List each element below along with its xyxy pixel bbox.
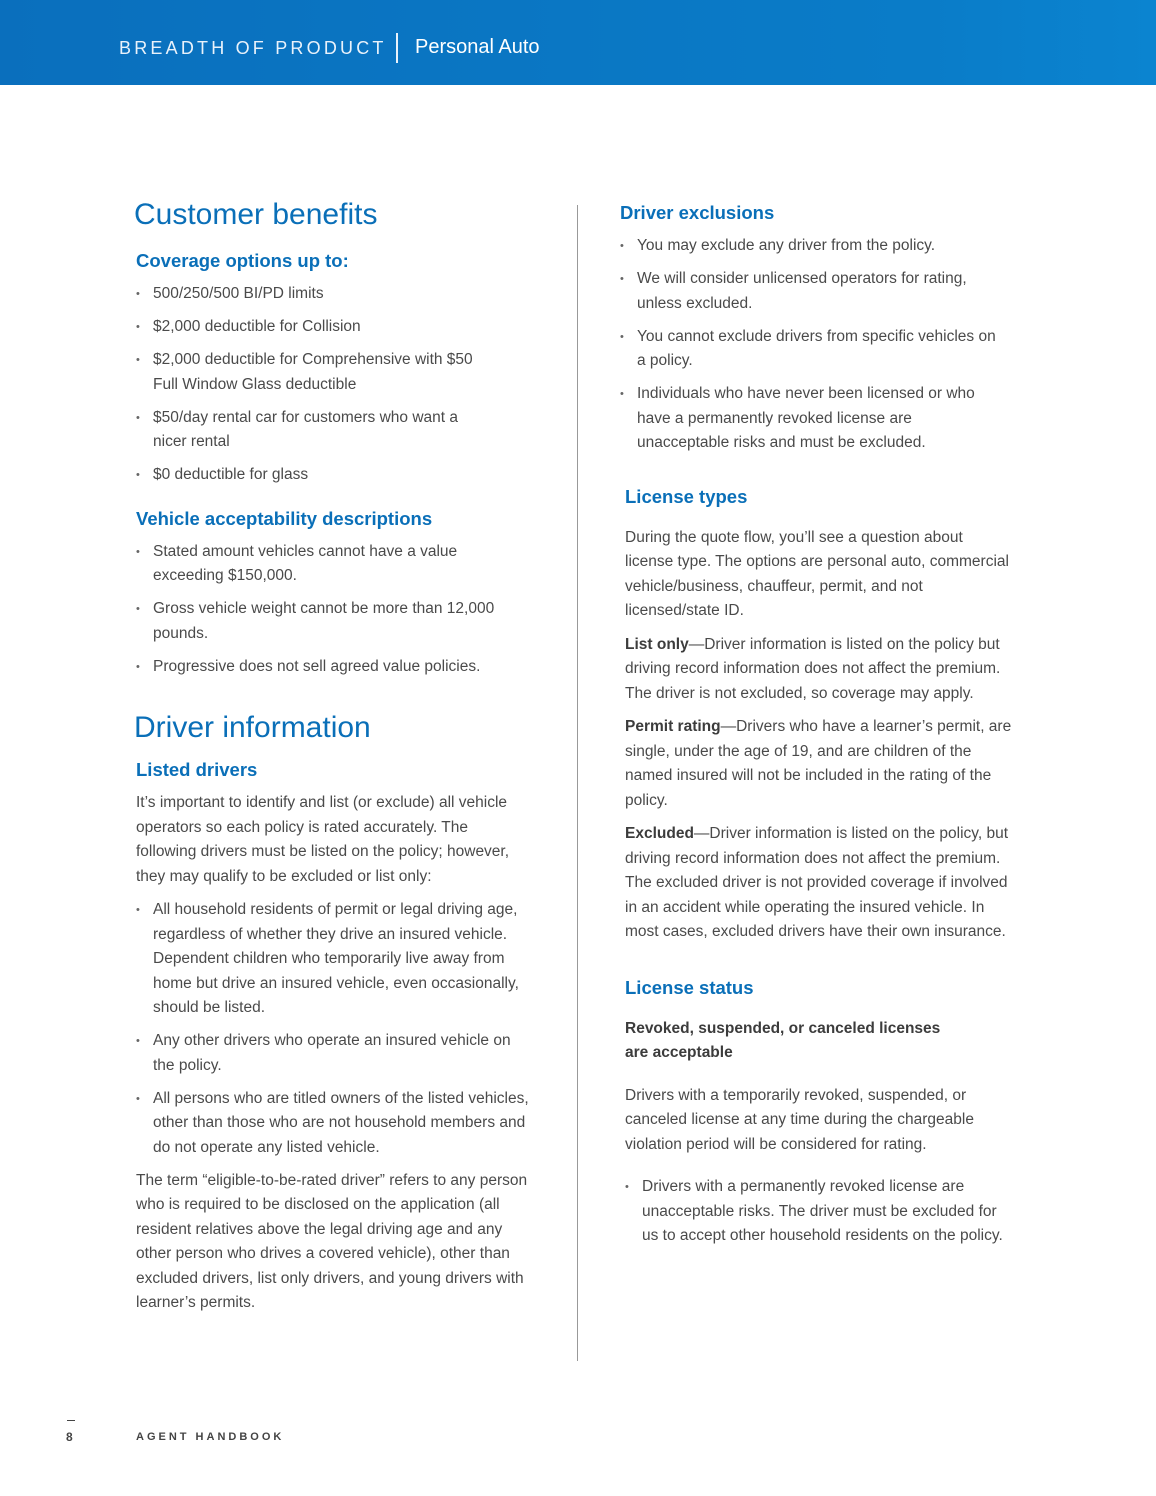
definition-text: —Drivers who have a learner’s permit, are single, under the age of 19, and are children of the named insured will not be included in the rating of the policy. [625,718,1012,809]
list-item: • You cannot exclude drivers from specific vehicles on a policy. [620,325,1005,374]
list-item: • Gross vehicle weight cannot be more than 12,000 pounds. [136,597,516,646]
definition-term: List only [625,635,689,653]
coverage-list [136,282,481,488]
list-item: • Drivers with a permanently revoked license are unacceptable risks. The driver must be excluded for us to accept other household residents on the policy. [625,1175,1015,1249]
list-item: • All household residents of permit or legal driving age, regardless of whether they drive an insured vehicle. Dependent children who temporarily live away from home but drive an insured vehicle, even occasionally, should be listed. [136,898,536,1021]
license-type-definition [625,715,1015,813]
list-item: • $0 deductible for glass [136,463,481,488]
driver-exclusions-list [620,234,1005,456]
list-item: • $2,000 deductible for Collision [136,315,481,340]
license-types-intro: During the quote flow, you’ll see a question about license type. The options are personal auto, commercial vehicle/business, chauffeur, permit, and not licensed/state ID. [625,528,1009,619]
header-section: BREADTH OF PRODUCT [119,38,387,58]
list-item: • Progressive does not sell agreed value policies. [136,655,516,680]
header-title: Personal Auto [415,36,540,58]
list-item: • We will consider unlicensed operators for rating, unless excluded. [620,267,1005,316]
driver-exclusions-heading: Driver exclusions [620,202,775,223]
list-item: • All persons who are titled owners of the listed vehicles, other than those who are not household members and do not operate any listed vehicle. [136,1087,536,1161]
listed-drivers-heading: Listed drivers [136,759,258,780]
definition-term: Excluded [625,825,694,842]
vehicle-heading: Vehicle acceptability descriptions [136,507,433,529]
license-status-heading: License status [625,976,754,998]
list-item: • You may exclude any driver from the policy. [620,234,1005,259]
driver-information-title: Driver information [134,711,371,744]
eligible-driver-text: The term “eligible-to-be-rated driver” refers to any person who is required to be disclosed on the application (all resident relatives above the legal driving age and any other person who drives a covered vehicle), other than excluded drivers, list only drivers, and young drivers with learner’s permits. [136,1171,528,1311]
coverage-heading: Coverage options up to: [136,250,349,271]
license-type-definition [625,822,1015,945]
customer-benefits-title: Customer benefits [134,198,378,231]
license-types-heading: License types [625,485,748,507]
license-status-list [625,1175,1015,1249]
list-item: • Stated amount vehicles cannot have a value exceeding $150,000. [136,540,516,589]
license-type-definitions [625,633,1015,945]
list-item: • $50/day rental car for customers who want a nicer rental [136,406,481,455]
column-divider [577,205,578,1361]
definition-text: —Driver information is listed on the policy, but driving record information does not affect the premium. The excluded driver is not provided coverage if involved in an accident while operating the insured vehicle. In most cases, excluded drivers have their own insurance. [625,825,1009,940]
list-item: • $2,000 deductible for Comprehensive with $50 Full Window Glass deductible [136,348,481,397]
page-number: 8 [66,1430,73,1444]
page-header [0,0,1156,85]
definition-text: —Driver information is listed on the policy but driving record information does not affect the premium. The driver is not excluded, so coverage may apply. [625,635,1001,702]
license-status-subheading: Revoked, suspended, or canceled licenses are acceptable [625,1019,941,1061]
listed-drivers-intro: It’s important to identify and list (or exclude) all vehicle operators so each policy is rated accurately. The following drivers must be listed on the policy; however, they may qualify to be excluded or list only: [136,794,510,885]
right-column [620,202,1015,1257]
left-column [134,198,544,1325]
header-divider [396,33,398,63]
license-status-text: Drivers with a temporarily revoked, suspended, or canceled license at any time during the chargeable violation period will be considered for rating. [625,1086,974,1153]
footer-dash [67,1420,75,1421]
license-type-definition [625,633,1015,707]
vehicle-list [136,540,516,680]
listed-drivers-list [136,898,536,1160]
footer-title: AGENT HANDBOOK [136,1431,285,1443]
list-item: • Any other drivers who operate an insured vehicle on the policy. [136,1029,536,1078]
list-item: • 500/250/500 BI/PD limits [136,282,481,307]
list-item: • Individuals who have never been licensed or who have a permanently revoked license are unacceptable risks and must be excluded. [620,382,1005,456]
definition-term: Permit rating [625,718,721,735]
